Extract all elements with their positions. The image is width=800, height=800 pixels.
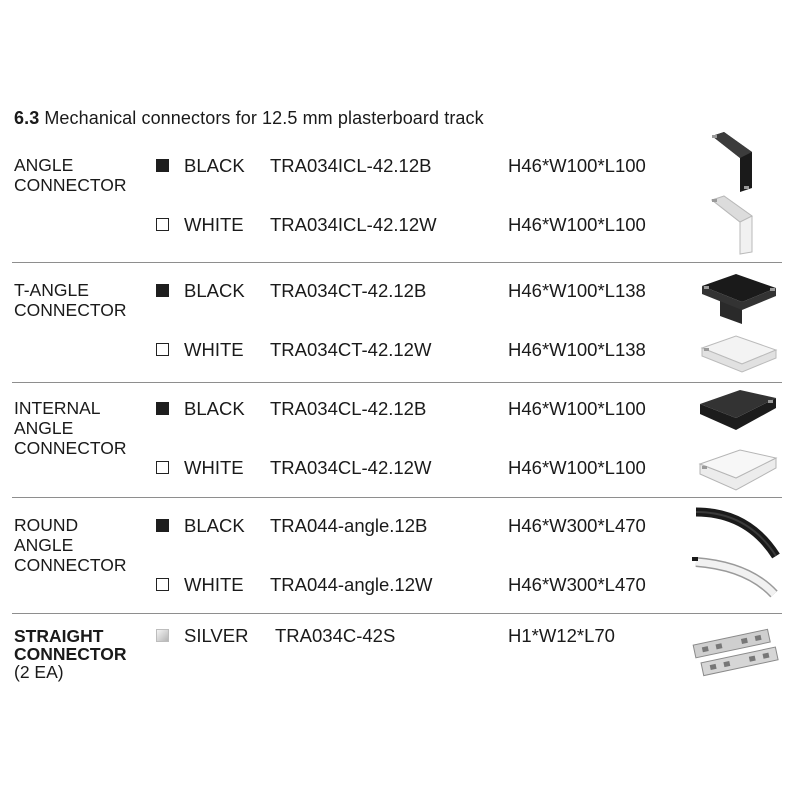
product-code: TRA034ICL-42.12W	[270, 214, 437, 235]
product-code: TRA034C-42S	[275, 625, 396, 646]
category-line: STRAIGHT	[14, 626, 104, 646]
product-dimensions: H46*W100*L100	[508, 155, 646, 176]
round-angle-white-icon	[690, 552, 786, 616]
product-code: TRA034CT-42.12B	[270, 280, 427, 301]
product-dimensions: H46*W100*L100	[508, 457, 646, 478]
straight-connector-plates-icon	[690, 622, 786, 686]
black-square-icon	[156, 284, 169, 297]
category-line: CONNECTOR	[14, 300, 127, 320]
black-square-icon	[156, 519, 169, 532]
product-code: TRA034CL-42.12B	[270, 398, 427, 419]
silver-square-icon	[156, 629, 169, 642]
product-dimensions: H46*W300*L470	[508, 574, 646, 595]
white-square-icon	[156, 343, 169, 356]
white-square-icon	[156, 578, 169, 591]
black-square-icon	[156, 402, 169, 415]
product-dimensions: H46*W100*L138	[508, 339, 646, 360]
product-code: TRA044-angle.12W	[270, 574, 433, 595]
section-number: 6.3	[14, 108, 40, 128]
category-line: (2 EA)	[14, 662, 64, 682]
product-dimensions: H46*W100*L100	[508, 214, 646, 235]
product-color: BLACK	[184, 515, 245, 536]
product-row	[0, 155, 800, 179]
category-line: ROUND	[14, 515, 79, 535]
product-row	[0, 280, 800, 304]
angle-connector-black-icon	[690, 130, 786, 194]
section-title: Mechanical connectors for 12.5 mm plasterboard track	[44, 108, 484, 128]
category-line: CONNECTOR	[14, 175, 127, 195]
product-color: WHITE	[184, 214, 244, 235]
product-color: WHITE	[184, 339, 244, 360]
product-dimensions: H1*W12*L70	[508, 625, 615, 646]
category-line: T-ANGLE	[14, 280, 89, 300]
product-dimensions: H46*W300*L470	[508, 515, 646, 536]
category-line: ANGLE	[14, 535, 74, 555]
product-row	[0, 625, 800, 649]
product-row	[0, 574, 800, 598]
section-divider	[12, 382, 782, 383]
category-line: ANGLE	[14, 418, 74, 438]
category-line: ANGLE	[14, 155, 74, 175]
product-color: SILVER	[184, 625, 249, 646]
section-heading	[14, 108, 484, 129]
category-line: CONNECTOR	[14, 555, 127, 575]
white-square-icon	[156, 218, 169, 231]
product-color: BLACK	[184, 398, 245, 419]
category-line: INTERNAL	[14, 398, 101, 418]
product-row	[0, 339, 800, 363]
product-row	[0, 515, 800, 539]
white-square-icon	[156, 461, 169, 474]
internal-angle-black-icon	[690, 384, 786, 448]
product-code: TRA034CL-42.12W	[270, 457, 432, 478]
product-color: WHITE	[184, 457, 244, 478]
section-divider	[12, 262, 782, 263]
product-row	[0, 398, 800, 422]
product-color: BLACK	[184, 280, 245, 301]
product-color: WHITE	[184, 574, 244, 595]
product-dimensions: H46*W100*L138	[508, 280, 646, 301]
angle-connector-white-icon	[690, 192, 786, 256]
t-connector-white-icon	[690, 326, 786, 390]
black-square-icon	[156, 159, 169, 172]
product-color: BLACK	[184, 155, 245, 176]
section-divider	[12, 497, 782, 498]
t-connector-black-icon	[690, 266, 786, 330]
section-divider	[12, 613, 782, 614]
category-line: CONNECTOR	[14, 438, 127, 458]
product-row	[0, 214, 800, 238]
category-line: CONNECTOR	[14, 644, 127, 664]
product-code: TRA034ICL-42.12B	[270, 155, 432, 176]
product-dimensions: H46*W100*L100	[508, 398, 646, 419]
product-code: TRA034CT-42.12W	[270, 339, 432, 360]
product-code: TRA044-angle.12B	[270, 515, 428, 536]
product-row	[0, 457, 800, 481]
